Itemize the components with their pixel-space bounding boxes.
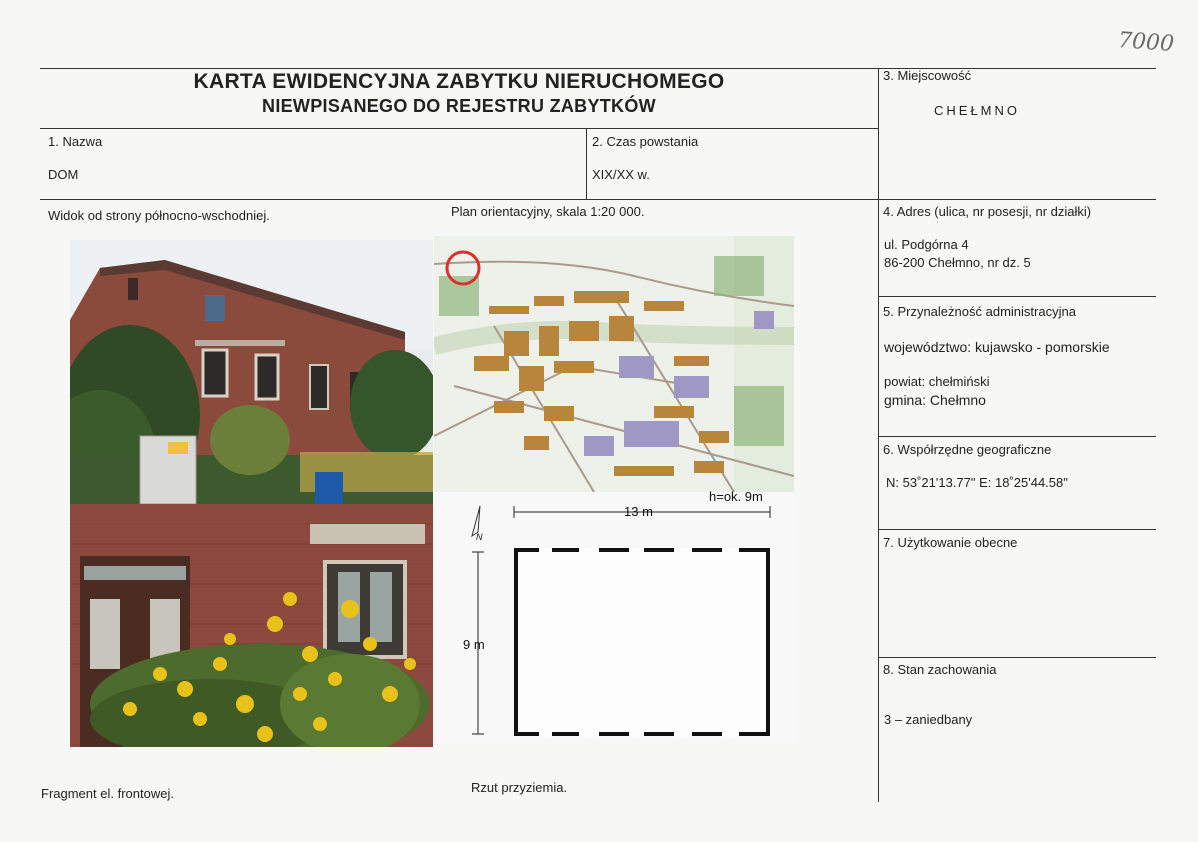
- locality-label: 3. Miejscowość: [883, 68, 972, 83]
- north-label: N: [476, 532, 483, 542]
- col-divider-right: [878, 68, 879, 802]
- geo-label: 6. Współrzędne geograficzne: [883, 442, 1052, 457]
- right-sep-use: [878, 657, 1156, 658]
- locality-value: CHEŁMNO: [934, 103, 1021, 118]
- right-sep-address: [878, 296, 1156, 297]
- use-label: 7. Użytkowanie obecne: [883, 535, 1018, 550]
- fragment-caption: Fragment el. frontowej.: [41, 786, 174, 801]
- floor-plan-drawing: [434, 492, 794, 744]
- floor-plan-panel: [434, 489, 794, 744]
- admin-commune: gmina: Chełmno: [884, 392, 986, 408]
- title-bottom-border: [40, 128, 878, 129]
- admin-voivodeship: województwo: kujawsko - pomorskie: [884, 339, 1110, 355]
- admin-label: 5. Przynależność administracyjna: [883, 304, 1076, 319]
- building-photo: [70, 240, 433, 504]
- admin-county: powiat: chełmiński: [884, 374, 990, 389]
- top-border: [40, 68, 1156, 69]
- condition-label: 8. Stan zachowania: [883, 662, 997, 677]
- inventory-number: 7000: [1117, 28, 1175, 57]
- name-label: 1. Nazwa: [48, 134, 103, 149]
- card-subtitle: NIEWPISANEGO DO REJESTRU ZABYTKÓW: [262, 96, 656, 116]
- facade-fragment-photo: [70, 504, 433, 747]
- view-caption: Widok od strony północno-wschodniej.: [48, 208, 270, 223]
- name-row-bottom-border: [40, 199, 1156, 200]
- col-divider-name-date: [586, 128, 587, 199]
- date-label: 2. Czas powstania: [592, 134, 699, 149]
- address-label: 4. Adres (ulica, nr posesji, nr działki): [883, 204, 1092, 219]
- geo-value: N: 53˚21'13.77" E: 18˚25'44.58": [886, 475, 1068, 490]
- right-sep-admin: [878, 436, 1156, 437]
- address-line2: 86-200 Chełmno, nr dz. 5: [884, 255, 1031, 270]
- condition-value: 3 – zaniedbany: [884, 712, 973, 727]
- card-title: KARTA EWIDENCYJNA ZABYTKU NIERUCHOMEGO: [193, 70, 725, 93]
- width-dimension-label: 13 m: [624, 504, 653, 519]
- right-sep-geo: [878, 529, 1156, 530]
- ground-plan-caption: Rzut przyziemia.: [471, 780, 568, 795]
- address-line1: ul. Podgórna 4: [884, 237, 969, 252]
- orientation-map: [434, 236, 794, 492]
- name-value: DOM: [48, 167, 79, 182]
- depth-dimension-label: 9 m: [463, 637, 485, 652]
- date-value: XIX/XX w.: [592, 167, 650, 182]
- plan-caption: Plan orientacyjny, skala 1:20 000.: [451, 204, 645, 219]
- height-label: h=ok. 9m: [709, 489, 763, 504]
